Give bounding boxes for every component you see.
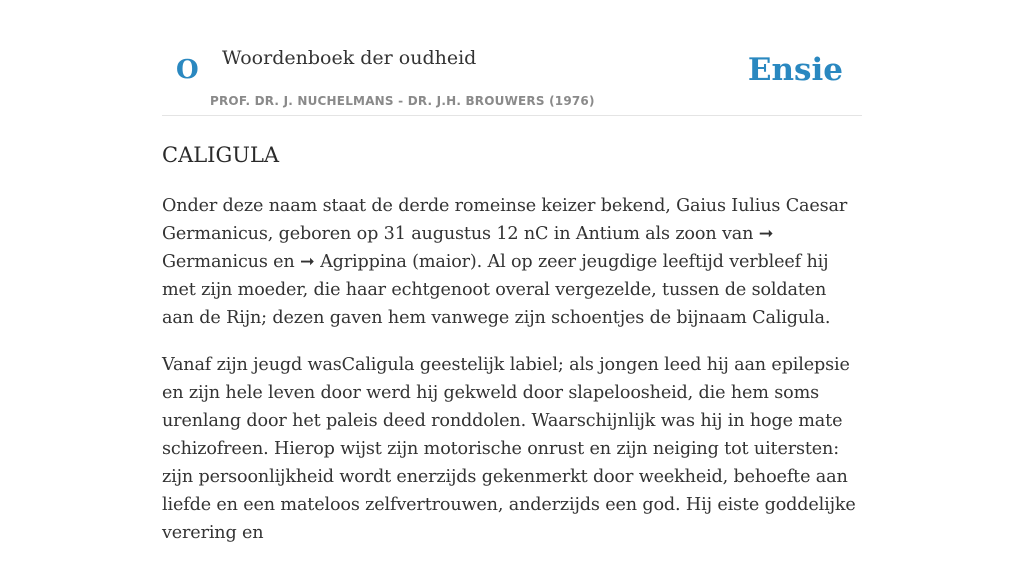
book-authors: PROF. DR. J. NUCHELMANS - DR. J.H. BROUWERS (1976) [210, 94, 595, 108]
entry-paragraph: Onder deze naam staat de derde romeinse keizer bekend, Gaius Iulius Caesar Germanicus, geboren op 31 augustus 12 nC in Antium als zoon van ➞ Germanicus en ➞ Agrippina (maior). Al op zeer jeugdige leeftijd verbleef hij met zijn moeder, die haar echtgenoot overal vergezelde, tussen de soldaten aan de Rijn; dezen gaven hem vanwege zijn schoentjes de bijnaam Caligula. [162, 196, 848, 328]
ensie-logo[interactable]: Ensie [747, 52, 843, 88]
entry-body [162, 192, 862, 566]
book-title-link[interactable]: Woordenboek der oudheid [222, 47, 477, 69]
index-letter[interactable]: O [176, 55, 199, 85]
entry-paragraph: Vanaf zijn jeugd wasCaligula geestelijk labiel; als jongen leed hij aan epilepsie en zijn hele leven door werd hij gekweld door slapeloosheid, die hem soms urenlang door het paleis deed ronddolen. Waarschijnlijk was hij in hoge mate schizofreen. Hierop wijst zijn motorische onrust en zijn neiging tot uitersten: zijn persoonlijkheid wordt enerzijds gekenmerkt door weekheid, behoefte aan liefde en een mateloos zelfvertrouwen, anderzijds een god. Hij eiste goddelijke verering en [162, 355, 856, 543]
dictionary-header [162, 0, 862, 116]
page [162, 0, 862, 543]
entry-title: CALIGULA [162, 143, 280, 167]
